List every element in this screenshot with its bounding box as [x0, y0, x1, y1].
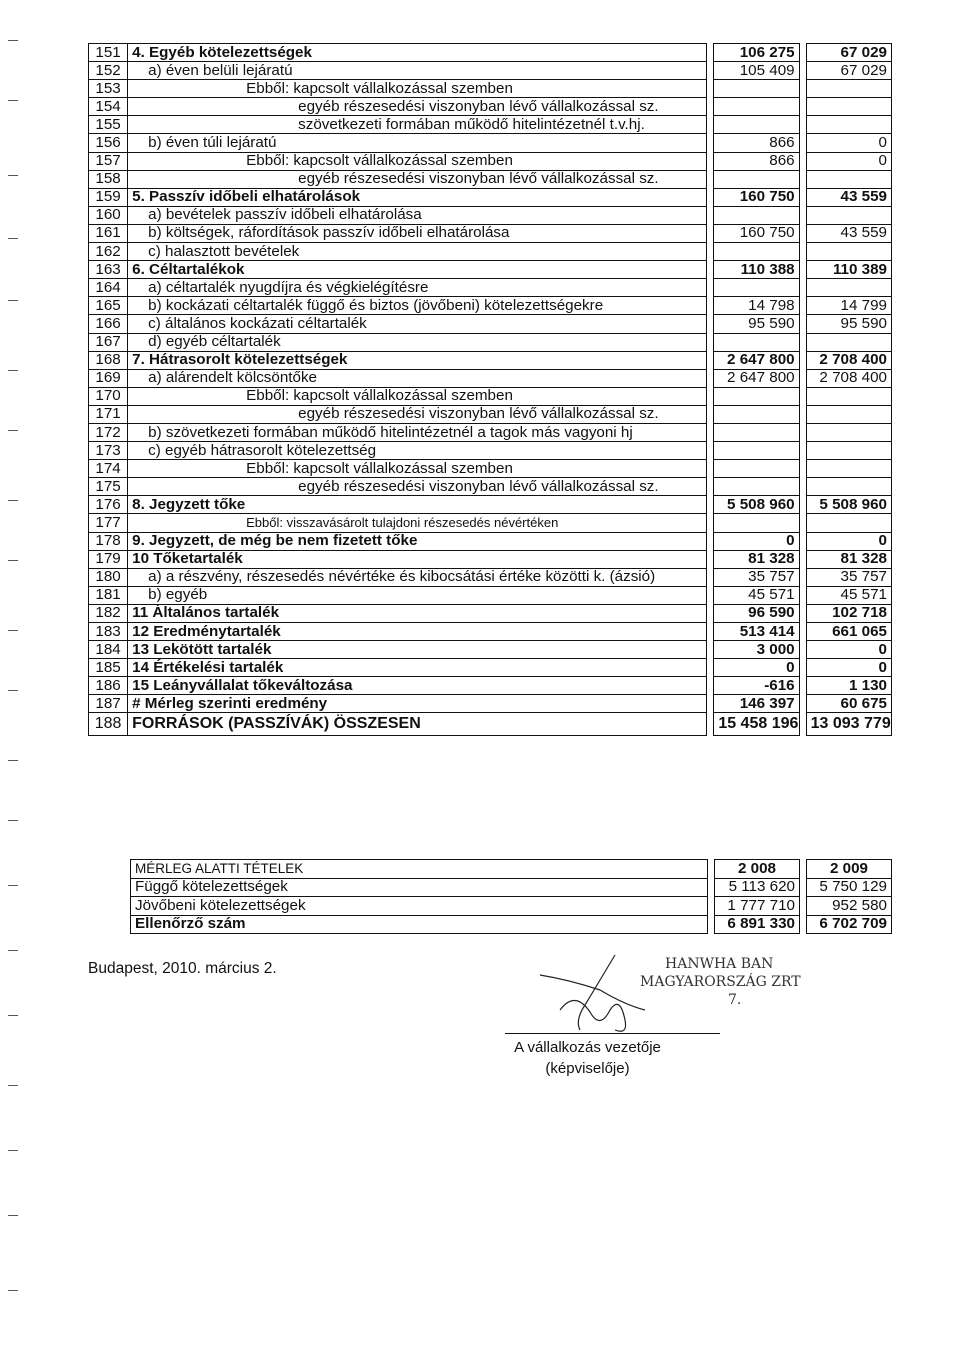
table-row	[89, 514, 892, 532]
row-label: egyéb részesedési viszonyban lévő vállalkozással sz.	[128, 98, 707, 116]
off-balance-label: Ellenőrző szám	[131, 915, 708, 934]
row-number: 159	[89, 188, 128, 206]
row-number: 185	[89, 659, 128, 677]
row-label: b) egyéb	[128, 586, 707, 604]
value-current	[714, 80, 799, 98]
value-current	[714, 442, 799, 460]
value-current: 15 458 196	[714, 713, 799, 736]
value-current: 5 508 960	[714, 496, 799, 514]
value-current: 81 328	[714, 550, 799, 568]
table-row	[89, 387, 892, 405]
table-row	[89, 243, 892, 261]
row-number: 161	[89, 224, 128, 242]
row-number: 188	[89, 713, 128, 736]
margin-mark	[8, 1085, 18, 1086]
value-previous: 13 093 779	[806, 713, 891, 736]
table-row	[89, 134, 892, 152]
margin-mark	[8, 238, 18, 239]
row-number: 164	[89, 279, 128, 297]
row-label: 7. Hátrasorolt kötelezettségek	[128, 351, 707, 369]
table-row	[89, 677, 892, 695]
value-current: -616	[714, 677, 799, 695]
row-label: 8. Jegyzett tőke	[128, 496, 707, 514]
table-row	[89, 333, 892, 351]
row-label: Ebből: kapcsolt vállalkozással szemben	[128, 387, 707, 405]
row-label: c) általános kockázati céltartalék	[128, 315, 707, 333]
value-previous: 45 571	[806, 586, 891, 604]
margin-mark	[8, 1215, 18, 1216]
table-row	[89, 80, 892, 98]
row-label: a) alárendelt kölcsöntőke	[128, 369, 707, 387]
row-label: 11 Általános tartalék	[128, 604, 707, 622]
row-label: 13 Lekötött tartalék	[128, 641, 707, 659]
row-label: Ebből: visszavásárolt tulajdoni részesedés névértéken	[128, 514, 707, 532]
off-balance-row	[131, 915, 892, 934]
off-balance-previous: 952 580	[807, 897, 892, 916]
off-balance-row	[131, 897, 892, 916]
row-number: 166	[89, 315, 128, 333]
value-current: 2 647 800	[714, 369, 799, 387]
table-row	[89, 460, 892, 478]
value-current: 0	[714, 659, 799, 677]
value-current: 14 798	[714, 297, 799, 315]
row-label: a) éven belüli lejáratú	[128, 62, 707, 80]
row-number: 151	[89, 44, 128, 62]
value-current	[714, 460, 799, 478]
row-number: 180	[89, 568, 128, 586]
value-previous	[806, 442, 891, 460]
row-number: 174	[89, 460, 128, 478]
table-row	[89, 261, 892, 279]
row-number: 173	[89, 442, 128, 460]
value-previous: 102 718	[806, 604, 891, 622]
table-row	[89, 496, 892, 514]
row-label: Ebből: kapcsolt vállalkozással szemben	[128, 460, 707, 478]
row-label: 15 Leányvállalat tőkeváltozása	[128, 677, 707, 695]
margin-mark	[8, 820, 18, 821]
row-label: b) költségek, ráfordítások passzív időbeli elhatárolása	[128, 224, 707, 242]
table-row	[89, 659, 892, 677]
off-balance-row	[131, 878, 892, 897]
value-previous	[806, 333, 891, 351]
row-label: Ebből: kapcsolt vállalkozással szemben	[128, 80, 707, 98]
row-label: egyéb részesedési viszonyban lévő vállalkozással sz.	[128, 478, 707, 496]
table-row	[89, 116, 892, 134]
value-previous	[806, 387, 891, 405]
value-current: 105 409	[714, 62, 799, 80]
margin-mark	[8, 40, 18, 41]
value-previous: 2 708 400	[806, 369, 891, 387]
signer-caption: A vállalkozás vezetője (képviselője)	[514, 1039, 661, 1077]
margin-mark	[8, 430, 18, 431]
table-row	[89, 423, 892, 441]
table-row	[89, 152, 892, 170]
margin-mark	[8, 1290, 18, 1291]
row-label: Ebből: kapcsolt vállalkozással szemben	[128, 152, 707, 170]
row-label: egyéb részesedési viszonyban lévő vállalkozással sz.	[128, 405, 707, 423]
table-row	[89, 623, 892, 641]
row-number: 163	[89, 261, 128, 279]
value-current	[714, 333, 799, 351]
row-number: 162	[89, 243, 128, 261]
row-number: 187	[89, 695, 128, 713]
value-current: 0	[714, 532, 799, 550]
value-current: 106 275	[714, 44, 799, 62]
value-previous	[806, 170, 891, 188]
row-number: 155	[89, 116, 128, 134]
value-previous	[806, 460, 891, 478]
value-previous: 67 029	[806, 62, 891, 80]
row-label: # Mérleg szerinti eredmény	[128, 695, 707, 713]
value-current: 95 590	[714, 315, 799, 333]
table-row	[89, 170, 892, 188]
table-row	[89, 713, 892, 736]
liabilities-table	[88, 43, 892, 736]
margin-mark	[8, 1015, 18, 1016]
value-current: 35 757	[714, 568, 799, 586]
row-number: 182	[89, 604, 128, 622]
row-number: 178	[89, 532, 128, 550]
value-current	[714, 243, 799, 261]
table-row	[89, 297, 892, 315]
value-current: 3 000	[714, 641, 799, 659]
margin-mark	[8, 1150, 18, 1151]
row-number: 181	[89, 586, 128, 604]
table-row	[89, 442, 892, 460]
value-current: 866	[714, 152, 799, 170]
value-current	[714, 514, 799, 532]
table-row	[89, 532, 892, 550]
row-label: egyéb részesedési viszonyban lévő vállalkozással sz.	[128, 170, 707, 188]
row-label: b) kockázati céltartalék függő és biztos (jövőbeni) kötelezettségekre	[128, 297, 707, 315]
value-previous: 1 130	[806, 677, 891, 695]
off-balance-label: Jövőbeni kötelezettségek	[131, 897, 708, 916]
value-previous: 5 508 960	[806, 496, 891, 514]
row-label: 5. Passzív időbeli elhatárolások	[128, 188, 707, 206]
value-current	[714, 170, 799, 188]
value-current	[714, 387, 799, 405]
row-label: 6. Céltartalékok	[128, 261, 707, 279]
margin-mark	[8, 500, 18, 501]
value-previous	[806, 98, 891, 116]
off-balance-header-row	[131, 860, 892, 879]
value-previous: 43 559	[806, 224, 891, 242]
off-balance-current: 1 777 710	[715, 897, 800, 916]
row-label: 12 Eredménytartalék	[128, 623, 707, 641]
row-number: 154	[89, 98, 128, 116]
off-balance-year-previous: 2 009	[807, 860, 892, 879]
off-balance-label: Függő kötelezettségek	[131, 878, 708, 897]
row-label: c) halasztott bevételek	[128, 243, 707, 261]
row-label: a) a részvény, részesedés névértéke és kibocsátási értéke közötti k. (ázsió)	[128, 568, 707, 586]
row-number: 176	[89, 496, 128, 514]
table-row	[89, 224, 892, 242]
row-number: 152	[89, 62, 128, 80]
margin-mark	[8, 300, 18, 301]
value-current: 45 571	[714, 586, 799, 604]
row-number: 179	[89, 550, 128, 568]
value-previous: 661 065	[806, 623, 891, 641]
value-current	[714, 279, 799, 297]
table-row	[89, 188, 892, 206]
off-balance-year-current: 2 008	[715, 860, 800, 879]
row-number: 186	[89, 677, 128, 695]
value-previous	[806, 80, 891, 98]
table-row	[89, 206, 892, 224]
margin-mark	[8, 560, 18, 561]
value-previous: 0	[806, 641, 891, 659]
value-previous: 35 757	[806, 568, 891, 586]
value-current	[714, 478, 799, 496]
value-previous	[806, 478, 891, 496]
off-balance-title: MÉRLEG ALATTI TÉTELEK	[131, 860, 708, 879]
row-label: 14 Értékelési tartalék	[128, 659, 707, 677]
margin-mark	[8, 630, 18, 631]
table-row	[89, 695, 892, 713]
margin-mark	[8, 100, 18, 101]
value-previous: 43 559	[806, 188, 891, 206]
margin-mark	[8, 175, 18, 176]
row-number: 153	[89, 80, 128, 98]
value-previous: 81 328	[806, 550, 891, 568]
document-date: Budapest, 2010. március 2.	[88, 960, 277, 977]
value-previous: 95 590	[806, 315, 891, 333]
value-previous: 67 029	[806, 44, 891, 62]
row-label: 9. Jegyzett, de még be nem fizetett tőke	[128, 532, 707, 550]
row-number: 169	[89, 369, 128, 387]
row-label: d) egyéb céltartalék	[128, 333, 707, 351]
off-balance-previous: 6 702 709	[807, 915, 892, 934]
off-balance-current: 5 113 620	[715, 878, 800, 897]
value-current: 513 414	[714, 623, 799, 641]
table-row	[89, 279, 892, 297]
value-previous	[806, 279, 891, 297]
value-current: 160 750	[714, 188, 799, 206]
margin-mark	[8, 950, 18, 951]
value-current: 96 590	[714, 604, 799, 622]
row-label: FORRÁSOK (PASSZÍVÁK) ÖSSZESEN	[128, 713, 707, 736]
value-previous	[806, 206, 891, 224]
table-row	[89, 44, 892, 62]
row-label: b) szövetkezeti formában működő hitelintézetnél a tagok más vagyoni hj	[128, 423, 707, 441]
row-label: b) éven túli lejáratú	[128, 134, 707, 152]
off-balance-current: 6 891 330	[715, 915, 800, 934]
table-row	[89, 351, 892, 369]
value-current: 866	[714, 134, 799, 152]
value-previous: 14 799	[806, 297, 891, 315]
row-number: 184	[89, 641, 128, 659]
table-row	[89, 62, 892, 80]
row-number: 167	[89, 333, 128, 351]
row-number: 168	[89, 351, 128, 369]
row-number: 165	[89, 297, 128, 315]
signature-line	[505, 1033, 720, 1034]
row-label: szövetkezeti formában működő hitelintézetnél t.v.hj.	[128, 116, 707, 134]
table-row	[89, 641, 892, 659]
value-previous: 0	[806, 152, 891, 170]
value-current	[714, 206, 799, 224]
margin-mark	[8, 370, 18, 371]
row-label: 4. Egyéb kötelezettségek	[128, 44, 707, 62]
company-stamp: HANWHA BAN MAGYARORSZÁG ZRT 7.	[640, 956, 801, 1008]
value-current: 110 388	[714, 261, 799, 279]
value-previous	[806, 243, 891, 261]
value-previous	[806, 116, 891, 134]
value-previous: 0	[806, 659, 891, 677]
table-row	[89, 405, 892, 423]
row-number: 175	[89, 478, 128, 496]
value-previous: 110 389	[806, 261, 891, 279]
value-current	[714, 98, 799, 116]
table-row	[89, 369, 892, 387]
value-previous: 2 708 400	[806, 351, 891, 369]
table-row	[89, 604, 892, 622]
row-label: a) bevételek passzív időbeli elhatárolása	[128, 206, 707, 224]
row-label: 10 Tőketartalék	[128, 550, 707, 568]
value-previous: 0	[806, 134, 891, 152]
row-number: 160	[89, 206, 128, 224]
table-row	[89, 568, 892, 586]
value-current	[714, 405, 799, 423]
value-previous	[806, 423, 891, 441]
row-label: a) céltartalék nyugdíjra és végkielégítésre	[128, 279, 707, 297]
value-current: 146 397	[714, 695, 799, 713]
table-row	[89, 586, 892, 604]
margin-mark	[8, 760, 18, 761]
table-row	[89, 315, 892, 333]
row-number: 156	[89, 134, 128, 152]
value-previous: 60 675	[806, 695, 891, 713]
row-number: 157	[89, 152, 128, 170]
row-number: 172	[89, 423, 128, 441]
value-previous	[806, 405, 891, 423]
row-label: c) egyéb hátrasorolt kötelezettség	[128, 442, 707, 460]
value-current	[714, 116, 799, 134]
value-previous: 0	[806, 532, 891, 550]
margin-mark	[8, 885, 18, 886]
row-number: 183	[89, 623, 128, 641]
row-number: 171	[89, 405, 128, 423]
off-balance-previous: 5 750 129	[807, 878, 892, 897]
table-row	[89, 98, 892, 116]
table-row	[89, 550, 892, 568]
value-current	[714, 423, 799, 441]
margin-mark	[8, 690, 18, 691]
row-number: 158	[89, 170, 128, 188]
row-number: 177	[89, 514, 128, 532]
value-current: 2 647 800	[714, 351, 799, 369]
row-number: 170	[89, 387, 128, 405]
table-row	[89, 478, 892, 496]
value-current: 160 750	[714, 224, 799, 242]
off-balance-table	[130, 859, 892, 934]
value-previous	[806, 514, 891, 532]
